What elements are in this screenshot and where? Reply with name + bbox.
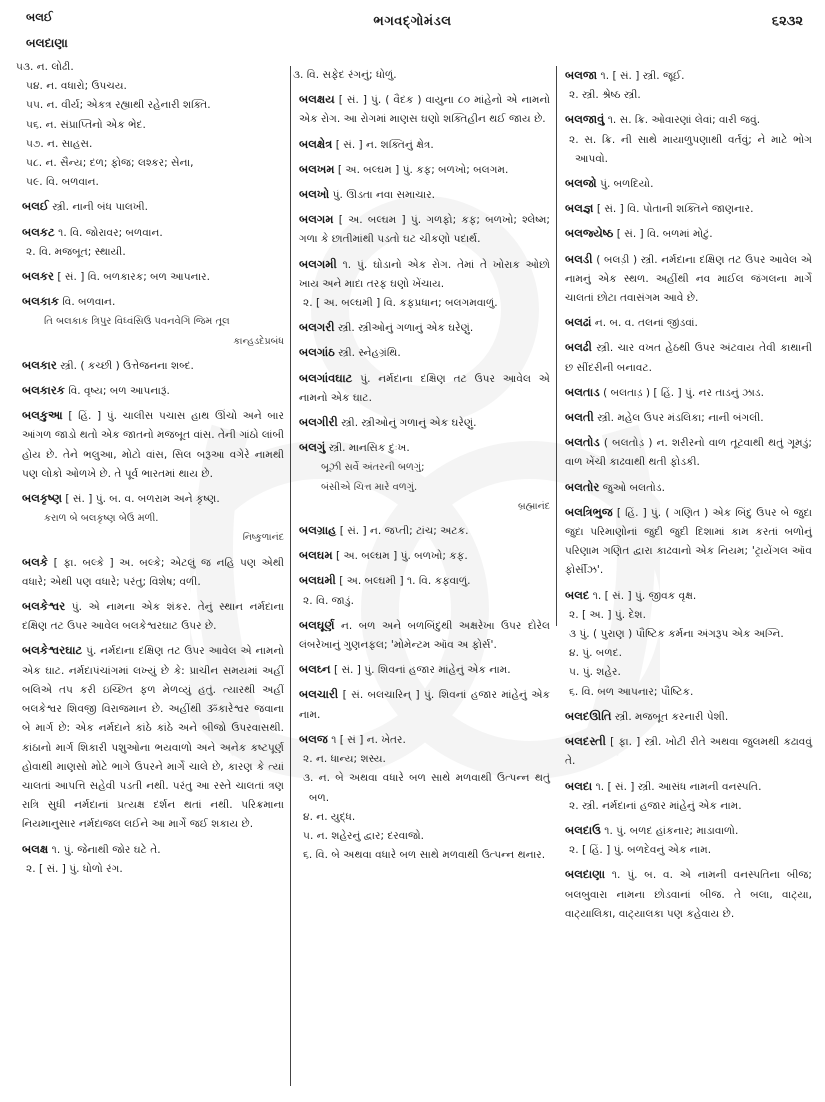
entry-headword: બલકુઆ [22,408,63,423]
entry-sense: ૫૫. ન. વીર્ય; એકત્ર રહ્યાથી રહેનારી શક્તિ. [26,99,211,112]
quotation-source: નિષ્કુળાનંદ [242,532,284,544]
dictionary-entry [22,489,284,548]
dictionary-entry [299,255,550,314]
entry-sense: સ્ત્રી. સ્નેહગ્રંથિ. [338,347,401,360]
entry-sense: ૬. વિ. બે અથવા વધારે બળ સાથે મળવાથી ઉત્પન્ન થનાર. [303,849,546,862]
dictionary-entry [565,338,812,377]
entry-sense: ન. બળ અને બળબિંદુથી અક્ષરેખા ઉપર દોરેલ લંબરેખાનું ગુણનફલ; 'મોમેન્ટમ ઑવ અ ફોર્સ'. [299,619,550,652]
entry-sense: ૨. ન. ધાન્ય; શસ્ય. [303,753,386,766]
entry-sense: ( બલડ઼ી ) સ્ત્રી. નર્મદાના દક્ષિણ તટ ઉપર આવેલ એ નામનું એક સ્થળ. અહીંથી નવ માઈલ જંગલના માર્ગે ચાલતાં છોટા તવાસંગમ આવે છે. [565,253,813,305]
dictionary-entry [22,197,284,217]
dictionary-entry [299,730,550,865]
entry-sense: ૫૩. ન. લોઢી. [16,61,74,73]
dictionary-entry [565,433,812,472]
dictionary-entry [299,343,550,363]
entry-sense: ૨. વિ. મજબૂત; સ્થાયી. [26,245,126,258]
entry-sense: [ હિં. ] પું. ચાલીસ પચાસ હાથ ઊંચો અને બાર આંગળ જાડો થતો એક જાતનો મજબૂત વાંસ. તેની ગાંઠો લાંબી હોય છે. તેને ભલુઆ, મોટો વાંસ, સિલ બરૂઆ વગેરે નામથી પણ લોકો ઓળખે છે. તે પૂર્વ ભારતમાં થાય છે. [22,410,284,480]
entry-headword: બલકટ [22,224,55,239]
entry-sense: [ અ. બલ્ઘમ ] પું. ગળફો; કફ; બળખો; શ્લેષ્મ; ગળા કે છાતીમાંથી પડતો ઘટ ચીકણો પદાર્થ. [299,214,550,246]
entry-sense: ૧. સ. ક્રિ. ઓવારણાં લેવાં; વારી જવું. [607,114,761,127]
dictionary-entry [565,707,812,727]
entry-sense: ૨. સ્ત્રી. નર્મદાનાં હજાર માંહેનું એક નામ. [569,799,742,812]
dictionary-entry [22,597,284,636]
entry-headword: બલકાર [22,357,57,372]
entry-sense: ૬. વિ. બળ આપનાર; પૌષ્ટિક. [569,685,694,698]
entry-headword: બલકે [22,554,49,569]
dictionary-entry [299,521,550,541]
entry-headword: બલખમ [299,161,335,176]
guide-word-last: બલદાણા [26,36,68,50]
entry-headword: બલઘૂર્ણ [299,617,335,632]
entry-sense: [ અ. બલ્ઘમ ] પું. બળખો; કફ. [335,550,468,563]
entry-headword: બલક્ષ [22,841,49,856]
entry-headword: બલજા [565,68,598,82]
entry-headword: બલતી [565,410,594,425]
entry-headword: બલજાવું [565,112,605,127]
entry-sense: ૨. [ અ. ] પું. દેશ. [569,608,646,621]
entry-sense: સ્ત્રી. નાની બંધ પાલખી. [52,201,148,214]
dictionary-entry [22,553,284,592]
entry-headword: બલજ્યેષ્ઠ [565,226,614,241]
entry-sense: ૨. [ સં. ] પું. ધોળો રંગ. [26,862,123,875]
entry-headword: બલદઊતિ [565,708,612,723]
entry-sense: પું. નર્મદાના દક્ષિણ તટ ઉપર આવેલ એ નામનો એક ઘાટ. [299,372,550,404]
entry-sense: ૫૮. ન. સૈન્ય; દળ; ફોજ; લશ્કર; સેના, [26,157,194,170]
entry-sense: [ સં. ] વિ. બળકારક; બળ આપનાર. [57,271,210,284]
entry-quotation: તિ બલકાક ત્રિપુર વિધ્વંસિઉ પવનવેગિ જિમ તૂલ [44,316,230,328]
entry-headword: બલક્ષેત્ર [299,136,333,151]
running-title: ભગવદ્ગોમંડલ [373,14,452,29]
entry-headword: બલગરી [299,320,335,335]
entry-headword: બલગાંઠ [299,345,335,360]
entry-headword: બલજો [565,176,597,191]
entry-headword: બલક્ષય [299,92,335,107]
entry-headword: બલકૃષ્ણ [22,491,62,506]
entry-headword: બલત્રિભુજ [565,504,613,519]
entry-sense: સ્ત્રી. મહેલ ઉપર મંડલિકા; નાની બંગલી. [597,412,764,425]
entry-headword: બલદાઉ [565,822,601,837]
entry-headword: બલકાક [22,294,59,309]
entry-quotation: કરાળ બે બલકૃષ્ણ બેઉ મળી. [44,513,159,525]
entry-sense: વિ. બળવાન. [62,296,116,309]
page-number: ૬૨૩૨ [771,14,803,29]
dictionary-entry [565,408,812,428]
column-2 [290,66,556,1086]
entry-sense: ( બલતાડ઼ ) [ હિં. ] પું. નર તાડનું ઝાડ. [603,386,764,399]
entry-headword: બલગ્રાહ [299,523,337,538]
column-3 [556,66,813,920]
entry-sense: પું. ઊડતા નવા સમાચાર. [332,189,436,202]
entry-sense: [ સં. ] પું. બ. વ. બળરામ અને કૃષ્ણ. [65,493,220,506]
entry-sense: ૧. પું. બળદ હાંકનાર; માડાવાળો. [604,824,739,837]
entry-sense: [ ફા. બલ્કે ] અ. બલ્કે; એટલું જ નહિ પણ એથી વધારે; એથી પણ વધારે; પરંતુ; વિશેષ; વળી. [22,556,284,588]
entry-sense: [ સં. બલચારિન્ ] પું. શિવનાં હજાર માંહેનું એક નામ. [299,689,551,721]
entry-headword: બલદાણા [565,867,606,882]
entry-sense: ૫. ન. શહેરનું દ્વાર; દરવાજો. [303,829,425,842]
entry-sense: ૫૪. ન. વધારો; ઉપચય. [26,80,127,93]
dictionary-entry [22,406,284,484]
dictionary-entry [22,267,284,287]
entry-headword: બલદ [565,587,590,602]
dictionary-entry [299,318,550,338]
entry-sense: ૧. પું. જેનાથી જોર ઘટે તે. [51,843,161,856]
dictionary-entry [565,199,812,219]
entry-sense: જુઓ બલતોડ. [602,481,665,494]
entry-sense: [ સં. ] પું. શિવનાં હજાર માંહેનું એક નામ. [333,664,511,677]
entry-sense: ૨. વિ. જાડું. [303,594,354,607]
entry-sense: ૫. પું. શહેર. [569,666,621,679]
entry-headword: બલજ [299,731,328,746]
entry-headword: બલઢી [565,340,592,355]
dictionary-entry [299,413,550,433]
entry-headword: બલજ્ઞ [565,201,594,216]
entry-headword: બલઘમી [299,573,336,588]
dictionary-entry [299,160,550,180]
entry-headword: બલઢાં [565,315,592,330]
entry-sense: ૧ [ સં ] ન. ખેતર. [331,733,406,746]
dictionary-entry [299,571,550,610]
entry-sense: સ્ત્રી. ( કચ્છી ) ઉત્તેજનના શબ્દ. [60,359,194,372]
entry-sense: ૫૯. વિ. બળવાન. [26,176,99,189]
entry-headword: બલદા [565,778,593,793]
column-1 [16,58,290,1093]
dictionary-entry [299,438,550,516]
entry-sense: [ ફા. ] સ્ત્રી. ખોટી રીતે અથવા જુલમથી કઢાવવું તે. [565,736,812,768]
entry-sense: ૧. પું. બ. વ. એ નામની વનસ્પતિના બીજ; બલબુવારા નામના છોડવાનાં બીજ. તે બલા, વાટ્યા, વાટ્યાલિકા, વાટ્યાલકા પણ કહેવાય છે. [565,869,812,920]
dictionary-entry [299,616,550,655]
dictionary-entry [565,110,812,169]
entry-sense: ૧. [ સં. ] પું. જીવક વૃક્ષ. [592,589,697,602]
guide-word-first: બલઈ [26,10,53,24]
dictionary-entry [565,732,812,771]
dictionary-entry [299,90,550,129]
entry-headword: બલકર [22,269,54,284]
entry-quotation: બંસીએ ચિત્ત મારે વળગું. [321,481,418,493]
entry-headword: બલગું [299,440,326,455]
entry-headword: બલગમ [299,212,334,227]
dictionary-entry [293,66,550,85]
entry-sense: [ સં. ] ન. શક્તિનું ક્ષેત્ર. [335,138,434,151]
entry-sense: ૪. ન. યુદ્ધ. [303,810,356,823]
dictionary-entry [565,224,812,244]
dictionary-entry [299,210,550,249]
entry-sense: ૨. સ. ક્રિ. ની સાથે માયાળુપણાથી વર્તવું; ને માટે ભોગ આપવો. [569,133,812,165]
entry-sense: [ સં. ] પું. ( વૈદક ) વાયુના ૮૦ માંહેનો એ નામનો એક રોગ. આ રોગમાં માણસ ઘણો શક્તિહીન થઈ જાય છે. [299,94,550,126]
entry-headword: બલઘ્ન [299,662,331,677]
entry-headword: બલચારી [299,687,339,702]
page-header [0,0,825,56]
dictionary-entry [565,313,812,333]
entry-sense: ૪. પું. બળદ. [569,647,622,660]
entry-headword: બલકેશ્વર [22,599,66,614]
entry-headword: બલગમી [299,256,337,271]
entry-sense: [ અ. બલ્ઘમ ] પું. કફ; બળખો; બલગમ. [337,163,509,176]
entry-sense: ન. બ. વ. તલનાં જીંડવાં. [594,317,698,330]
entry-sense: ૧. [ સં. ] સ્ત્રી. જૂઈ. [600,70,685,82]
entry-headword: બલતાડ [565,384,600,399]
entry-sense: સ્ત્રી. સ્ત્રીઓનું ગળાનું એક ઘરેણું. [337,322,474,335]
entry-sense: ૫૬. ન. સંપ્રાપ્તિનો એક ભેદ. [26,118,146,131]
entry-sense: ૩. ન. બે અથવા વધારે બળ સાથે મળવાથી ઉત્પન્ન થતું બળ. [303,772,550,804]
entry-sense: સ્ત્રી. માનસિક દુઃખ. [328,442,410,455]
dictionary-entry [22,840,284,879]
entry-sense: સ્ત્રી. મજબૂત કરનારી પેશી. [614,710,729,723]
entry-headword: બલઘમ [299,548,333,563]
entry-sense: ૩ પું. ( પુરાણ ) પૌષ્ટિક કર્મના અંગરૂપ એક અગ્નિ. [569,628,784,641]
quotation-source: કાન્હડદેપ્રબંધ [233,335,284,347]
entry-sense: ૧. પું. ઘોડાનો એક રોગ. તેમાં તે ખોરાક ઓછો ખાય અને માદા તરફ ઘણો ખેંચાય. [299,258,550,290]
dictionary-entry [299,660,550,680]
dictionary-entry [299,135,550,155]
entry-sense: પું. એ નામના એક શંકર. તેનું સ્થાન નર્મદાના દક્ષિણ તટ ઉપર આવેલ બલકેશ્વરઘાટ ઉપર છે. [22,601,284,633]
dictionary-entry [565,503,812,581]
entry-sense: [ સં. ] વિ. પોતાની શક્તિને જાણનાર. [596,203,754,216]
dictionary-entry [22,223,284,262]
entry-headword: બલકેશ્વરઘાટ [22,643,83,658]
entry-sense: ૨. સ્ત્રી. શ્રેષ્ઠ સ્ત્રી. [569,89,641,102]
dictionary-entry [565,865,812,924]
dictionary-entry [22,292,284,351]
entry-sense: સ્ત્રી. ચાર વખત હેઠથી ઉપર અંટવાય તેવી કાથાની છ સીંદરીની બનાવટ. [565,342,812,374]
entry-headword: બલતોર [565,479,600,494]
entry-quotation: બૂઝી સર્વે અંતરની બળગું; [321,462,425,474]
dictionary-entry [565,478,812,498]
entry-headword: બલડી [565,251,593,266]
entry-sense: ૨. [ અ. બલ્ઘમી ] વિ. કફપ્રધાન; બલગમવાળું. [303,297,498,310]
dictionary-entry [565,821,812,860]
entry-sense: [ સં. ] ન. જપ્તી; ટાંચ; અટક. [339,525,469,538]
dictionary-entry [22,641,284,834]
entry-sense: [ હિં. ] પું. ( ગણિત ) એક બિંદુ ઉપર બે જુદા જુદા પરિમાણોનાં જુદી જુદી દિશામાં કામ કરતાં બળોનું પરિણામ ગણિત દ્વારા કાઢવાનો એક નિયમ; 'ટ્રાયેંગલ ઑવ ફોર્સીઝ'. [565,506,812,577]
dictionary-entry [299,546,550,566]
entry-sense: ( બલતોડ઼ ) ન. શરીરનો વાળ તૂટવાથી થતું ગૂમડું; વાળ ખેંચી કાઢવાથી થતી ફોડકી. [565,437,813,469]
dictionary-entry [565,383,812,403]
entry-sense: ૨. [ હિં. ] પું. બળદેવનું એક નામ. [569,844,712,857]
entry-sense: [ અ. બલ્ઘમી ] ૧. વિ. કફવાળું. [339,575,471,588]
dictionary-entry [16,58,284,192]
entry-headword: બલતોડ [565,435,600,450]
dictionary-entry [565,66,812,105]
entry-sense: પું. નર્મદાના દક્ષિણ તટ ઉપર આવેલ એ નામનો એક ઘાટ. નર્મદાપંચાંગમાં લખ્યું છે કે: પ્રાચીન સમયમાં અહીં બલિએ તપ કરી ઇચ્છિત ફળ મેળવ્યું હતું. ત્યારથી અહીં બલકેશ્વર શિવજી વિરાજમાન છે. અહીંથી ૐકારેશ્વર જવાના બે માર્ગ છે: એક નર્મદાને કાંઠે કાંઠે અને બીજો ઉપરવાસથી. કાંઠાનો માર્ગ શિકારી પશુઓના ભયવાળો અને અનેક કષ્ટપૂર્ણ હોવાથી માણસો મોટે ભાગે ઉપરને માર્ગે ચાલે છે, કારણ કે ત્યાં ચાલતાં આપત્તિ સહેવી પડતી નથી. પરંતુ આ રસ્તે ચાલતાં ત્રણ રાત્રિ સુધી નર્મદાનાં પ્રત્યક્ષ દર્શન થતાં નથી. પરિક્રમાના નિયમાનુસાર નર્મદાજલ લઈને આ માર્ગે જઈ શકાય છે. [22,645,284,831]
dictionary-columns [16,58,813,1093]
entry-headword: બલકારક [22,383,65,398]
dictionary-entry [299,185,550,205]
dictionary-entry [299,685,550,724]
entry-sense: પું. બળદિયો. [600,178,654,191]
dictionary-entry [565,250,812,309]
dictionary-entry [22,356,284,376]
entry-sense: ૩. વિ. સફેદ રંગનું; ધોળું. [293,69,397,81]
entry-headword: બલગીરી [299,415,338,430]
entry-sense: સ્ત્રી. સ્ત્રીઓનું ગળાનું એક ઘરેણું. [341,417,477,430]
entry-headword: બલખો [299,187,330,202]
dictionary-entry [299,369,550,408]
dictionary-entry [22,381,284,401]
entry-sense: [ સં. ] વિ. બળમાં મોટું. [616,228,713,241]
entry-sense: ૧. [ સં. ] સ્ત્રી. આસંધ નામની વનસ્પતિ. [595,780,762,793]
entry-sense: વિ. વૃષ્ય; બળ આપનારૂં. [68,385,170,398]
dictionary-entry [565,586,812,702]
entry-headword: બલગાંવઘાટ [299,370,353,385]
dictionary-entry [565,174,812,194]
entry-sense: ૧. વિ. જોરાવર; બળવાન. [58,226,163,239]
dictionary-entry [565,777,812,816]
entry-sense: ૫૭. ન. સાહસ. [26,137,93,150]
quotation-source: બ્રહ્માનંદ [518,500,550,512]
entry-headword: બલદસ્તી [565,734,606,749]
entry-headword: બલઈ [22,199,49,214]
